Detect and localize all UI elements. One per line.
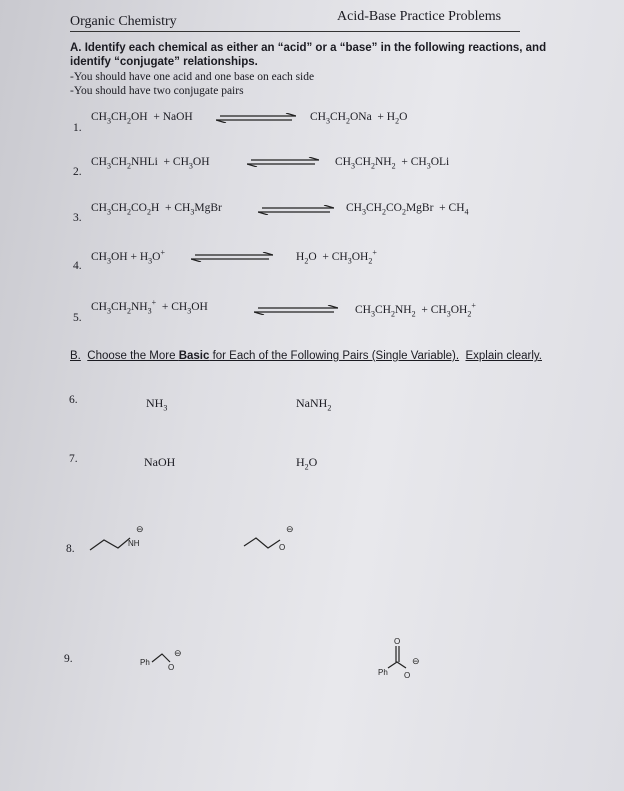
reaction-number: 3. xyxy=(73,212,82,224)
reaction-lhs: $CH_3CH_2NH_3^+ + CH_3OH$ xyxy=(91,298,208,316)
reaction-rhs: $H_2O + CH_3OH_2^+$ xyxy=(296,248,377,266)
propoxide-anion-structure xyxy=(240,520,300,561)
svg-text:O: O xyxy=(404,671,411,680)
svg-text:O: O xyxy=(168,663,175,672)
reaction-number: 1. xyxy=(73,122,82,134)
pair-number: 9. xyxy=(64,653,73,665)
benzyloxide-structure xyxy=(140,642,190,681)
svg-text:Ph: Ph xyxy=(378,668,388,677)
pair-left: $NH_3$ xyxy=(146,396,168,413)
equilibrium-arrow xyxy=(258,205,334,215)
reaction-lhs: $CH_3CH_2NHLi + CH_3OH$ xyxy=(91,156,210,171)
svg-text:⊖: ⊖ xyxy=(412,656,420,666)
header-right: Acid-Base Practice Problems xyxy=(337,9,502,24)
svg-text:O: O xyxy=(279,543,286,552)
reaction-rhs: $CH_3CH_2NH_2 + CH_3OH_2^+$ xyxy=(355,301,476,319)
svg-text:NH: NH xyxy=(128,539,140,548)
header-rule xyxy=(70,31,520,32)
section-a-note1: -You should have one acid and one base on each side xyxy=(70,71,315,83)
svg-text:⊖: ⊖ xyxy=(136,524,144,534)
reaction-number: 2. xyxy=(73,166,82,178)
reaction-lhs: $CH_3CH_2CO_2H$ + $CH_3MgBr$ xyxy=(91,202,222,217)
ethylamide-anion-structure xyxy=(88,522,148,561)
header-left: Organic Chemistry xyxy=(70,14,177,29)
section-a-title-line2: identify “conjugate” relationships. xyxy=(70,56,258,68)
svg-text:Ph: Ph xyxy=(140,658,150,667)
svg-text:⊖: ⊖ xyxy=(174,648,182,658)
reaction-number: 4. xyxy=(73,260,82,272)
equilibrium-arrow xyxy=(191,252,273,262)
svg-text:O: O xyxy=(394,637,401,646)
reaction-lhs: $CH_3OH + H_3O^+$ xyxy=(91,248,165,266)
equilibrium-arrow xyxy=(216,113,296,123)
pair-right: $H_2O$ xyxy=(296,455,318,472)
benzoate-structure xyxy=(374,632,434,685)
reaction-rhs: $CH_3CH_2CO_2MgBr + CH_4$ xyxy=(346,202,469,217)
svg-text:⊖: ⊖ xyxy=(286,524,294,534)
reaction-rhs: $CH_3CH_2ONa + H_2O$ xyxy=(310,111,408,126)
reaction-number: 5. xyxy=(73,312,82,324)
equilibrium-arrow xyxy=(247,157,319,167)
reaction-rhs: $CH_3CH_2NH_2 + CH_3OLi$ xyxy=(335,156,450,171)
equilibrium-arrow xyxy=(254,305,338,315)
section-b-instruction: B. Choose the More Basic for Each of the Following Pairs (Single Variable). Explain clearly. xyxy=(70,350,542,362)
pair-number: 8. xyxy=(66,543,75,555)
pair-number: 6. xyxy=(69,394,78,406)
reaction-lhs: $CH_3CH_2OH$ + NaOH xyxy=(91,111,193,126)
pair-right: NaNH$_2$ xyxy=(296,396,332,413)
section-a-title-line1: A. Identify each chemical as either an “acid” or a “base” in the following reactions, and xyxy=(70,42,547,54)
section-a-note2: -You should have two conjugate pairs xyxy=(70,85,244,97)
pair-left: NaOH xyxy=(144,455,176,469)
pair-number: 7. xyxy=(69,453,78,465)
